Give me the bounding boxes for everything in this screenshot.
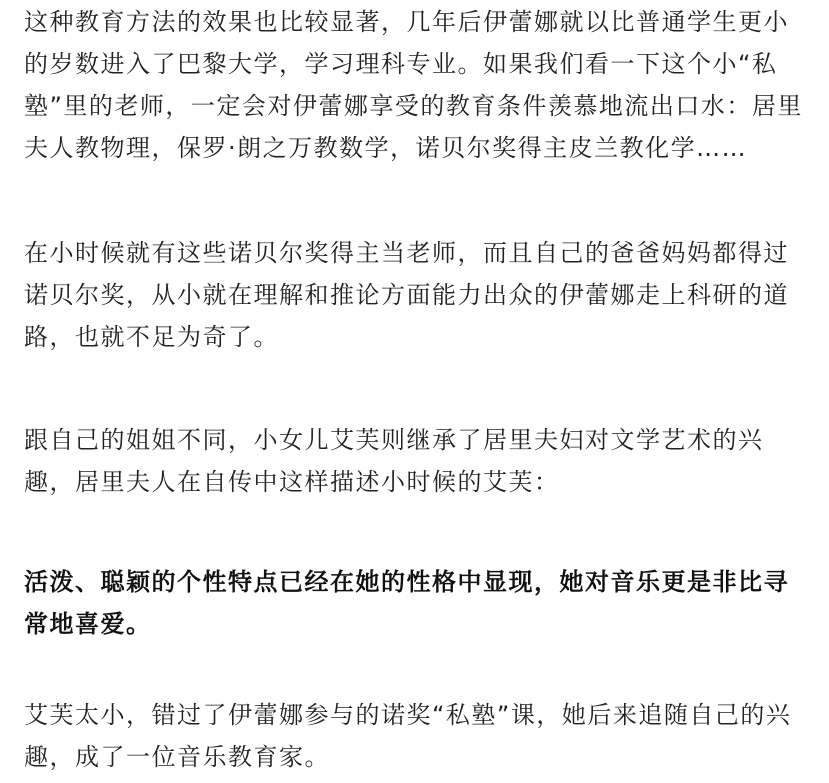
paragraph-music-educator: 艾芙太小，错过了伊蕾娜参与的诺奖“私塾”课，她后来追随自己的兴趣，成了一位音乐教育家。 — [24, 701, 792, 771]
paragraph-nobel-teachers: 在小时候就有这些诺贝尔奖得主当老师，而且自己的爸爸妈妈都得过诺贝尔奖，从小就在理解和推论方面能力出众的伊蕾娜走上科研的道路，也就不足为奇了。 — [24, 239, 789, 351]
paragraph-education-method: 这种教育方法的效果也比较显著，几年后伊蕾娜就以比普通学生更小的岁数进入了巴黎大学，学习理科专业。如果我们看一下这个小“私塾”里的老师，一定会对伊蕾娜享受的教育条件羡慕地流出口水：居里夫人教物理，保罗·朗之万教数学，诺贝尔奖得主皮兰教化学…… — [24, 8, 803, 162]
paragraph-bold-quote: 活泼、聪颖的个性特点已经在她的性格中显现，她对音乐更是非比寻常地喜爱。 — [24, 568, 789, 638]
paragraph-younger-daughter: 跟自己的姐姐不同，小女儿艾芙则继承了居里夫妇对文学艺术的兴趣，居里夫人在自传中这样描述小时候的艾芙： — [24, 426, 764, 496]
